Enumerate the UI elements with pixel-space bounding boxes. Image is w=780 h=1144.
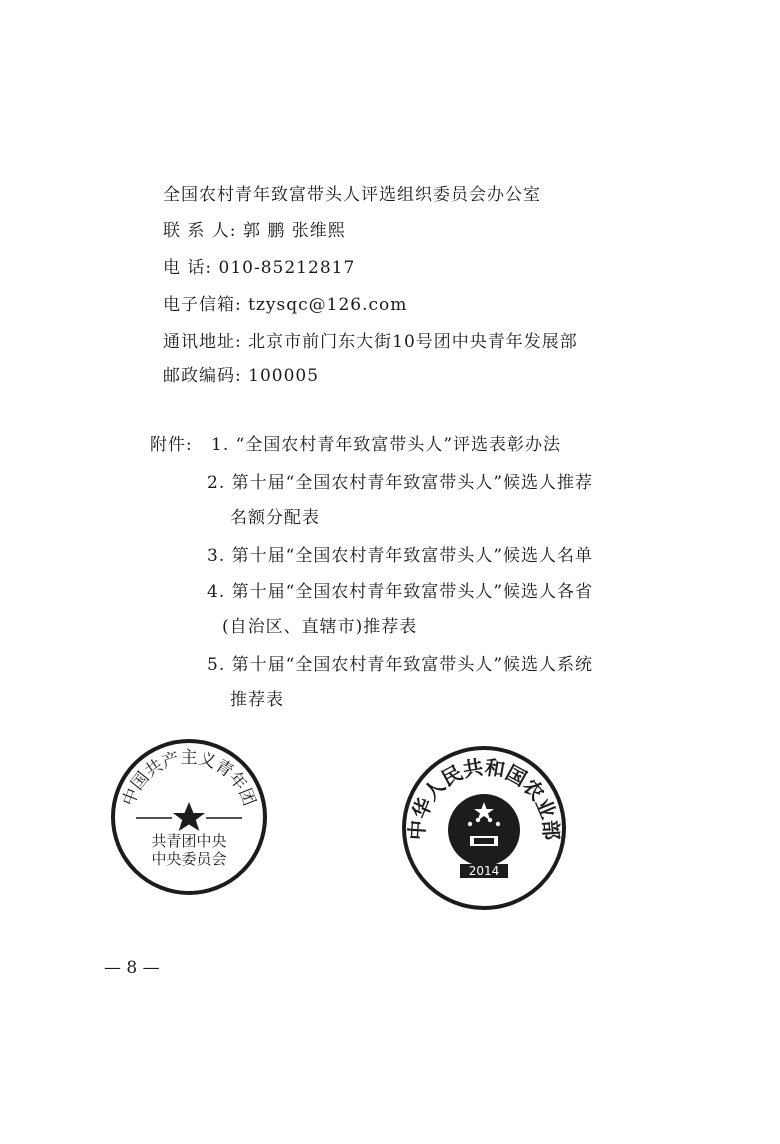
contact-person-value: 郭 鹏 张维熙	[242, 221, 346, 241]
phone-label: 电 话:	[163, 258, 213, 278]
attachment-item-4-continued: (自治区、直辖市)推荐表	[222, 617, 418, 637]
attachment-item-2	[207, 468, 593, 493]
attachment-text: “全国农村青年致富带头人”评选表彰办法	[235, 435, 562, 455]
page-number: — 8 —	[104, 958, 160, 978]
email-label: 电子信箱:	[163, 295, 242, 315]
attachment-number: 5.	[207, 655, 226, 675]
seal-outer-text: 中华人民共和国农业部	[404, 754, 564, 841]
attachment-text: 第十届“全国农村青年致富带头人”候选人系统	[231, 655, 594, 675]
cyl-central-committee-seal	[108, 736, 270, 898]
attachment-number: 3.	[207, 546, 226, 566]
address-label: 通讯地址:	[163, 332, 242, 352]
postcode-label: 邮政编码:	[163, 366, 242, 386]
seal-year-text: 2014	[468, 864, 500, 878]
attachment-item-1	[211, 430, 561, 455]
address-value: 北京市前门东大街10号团中央青年发展部	[248, 332, 578, 352]
email-value: tzysqc@126.com	[248, 295, 408, 315]
attachment-label: 附件:	[150, 435, 193, 455]
postcode-row	[163, 361, 319, 386]
email-row	[163, 290, 407, 315]
attachment-number: 1.	[211, 435, 230, 455]
attachment-item-5-continued: 推荐表	[230, 690, 284, 710]
phone-value: 010-85212817	[218, 258, 356, 278]
attachment-item-5	[207, 650, 593, 675]
attachment-item-4	[207, 577, 593, 602]
attachment-text: 第十届“全国农村青年致富带头人”候选人名单	[231, 546, 594, 566]
attachment-text: 第十届“全国农村青年致富带头人”候选人各省	[231, 582, 594, 602]
address-row	[163, 327, 578, 352]
seal-inner-text-1: 共青团中央	[151, 832, 227, 850]
attachment-item-3	[207, 541, 593, 566]
postcode-value: 100005	[248, 366, 320, 386]
contact-person-label: 联 系 人:	[163, 221, 237, 241]
attachment-number: 4.	[207, 582, 226, 602]
phone-row	[163, 253, 355, 278]
ministry-of-agriculture-seal	[400, 744, 568, 912]
seal-inner-text-2: 中央委员会	[151, 850, 227, 868]
star-icon	[173, 802, 205, 831]
attachment-number: 2.	[207, 473, 226, 493]
attachment-item-2-continued: 名额分配表	[230, 508, 320, 528]
office-name: 全国农村青年致富带头人评选组织委员会办公室	[163, 185, 541, 205]
seal-outer-text: 中国共产主义青年团	[118, 748, 260, 809]
contact-person-row	[163, 216, 346, 241]
attachment-text: 第十届“全国农村青年致富带头人”候选人推荐	[231, 473, 594, 493]
